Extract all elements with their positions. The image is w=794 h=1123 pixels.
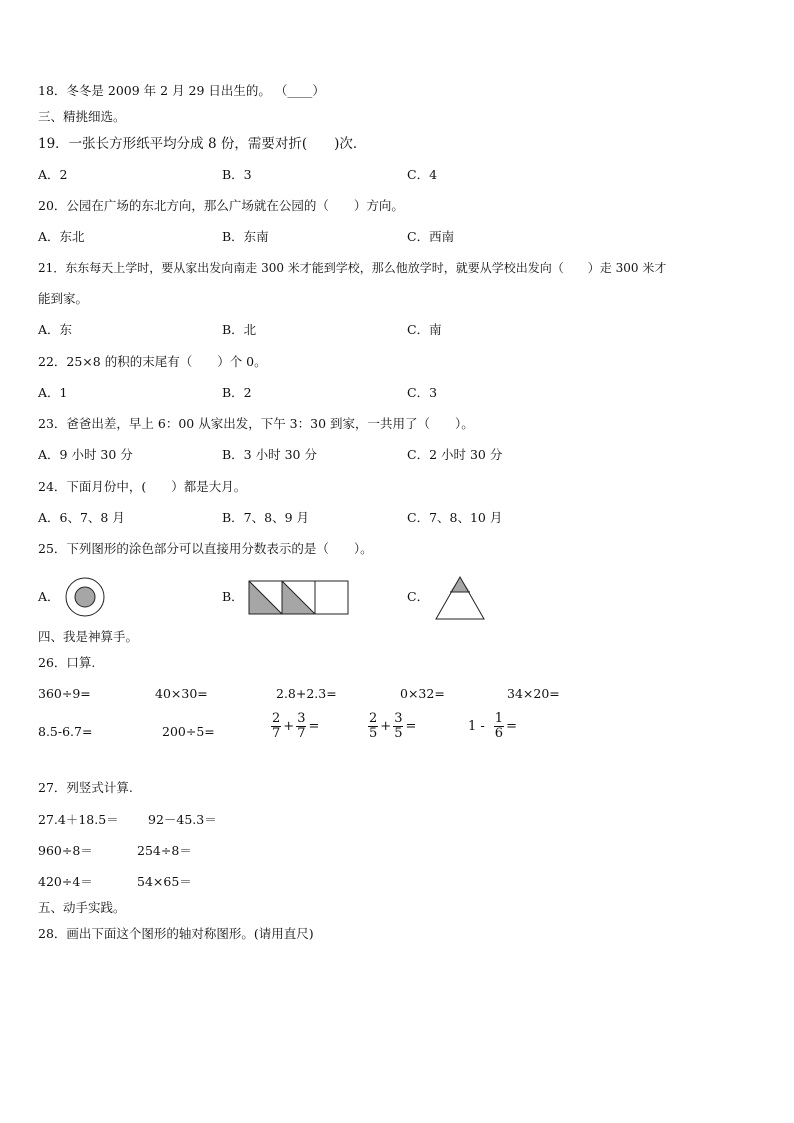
question-25-stem: 25．下列图形的涂色部分可以直接用分数表示的是（ ）。 [38,541,373,556]
q25-option-c: C． [407,589,430,604]
oral-calc-item: 2.8+2.3= [276,686,337,701]
fraction-expression-1: 2 7 + $\frac{3}{7}$ = [272,711,320,741]
section-heading-4: 四、我是神算手。 [38,629,139,644]
vertical-calc-item: 54×65＝ [137,874,192,889]
q23-option-c: C．2 小时 30 分 [407,447,503,462]
question-21-stem-line1: 21．东东每天上学时，要从家出发向南走 300 米才能到学校，那么他放学时，就要从学校出发向（ ）走 300 米才 [38,261,667,275]
question-22-stem: 22．25×8 的积的末尾有（ ）个 0。 [38,354,267,369]
q25-option-b: B． [222,589,244,604]
shaded-triangle-figure-icon [434,575,486,621]
question-23-stem: 23．爸爸出差，早上 6：00 从家出发，下午 3：30 到家，一共用了（ ）。 [38,416,474,431]
q19-option-c: C．4 [407,167,438,182]
vertical-calc-item: 960÷8＝ [38,843,93,858]
fraction-expression-2: 2 5 + $\frac{3}{5}$ = [369,711,417,741]
q19-option-b: B．3 [222,167,252,182]
q20-option-c: C．西南 [407,229,455,244]
q21-option-c: C．南 [407,322,442,337]
oral-calc-item: 360÷9= [38,686,91,701]
question-21-stem-line2: 能到家。 [38,291,89,306]
question-27-title: 27．列竖式计算. [38,780,133,795]
q22-option-c: C．3 [407,385,438,400]
fraction-expression-3: 1 - $\frac{1}{6}$ = [468,711,517,741]
q19-option-a: A．2 [38,167,68,182]
oral-calc-item: 8.5-6.7= [38,724,93,739]
oral-calc-item: 40×30= [155,686,208,701]
q20-option-b: B．东南 [222,229,269,244]
q21-option-a: A．东 [38,322,73,337]
q24-option-a: A．6、7、8 月 [38,510,125,525]
q24-option-c: C．7、8、10 月 [407,510,503,525]
oral-calc-item: 34×20= [507,686,560,701]
vertical-calc-item: 27.4＋18.5＝ [38,812,119,827]
question-19-stem: 19．一张长方形纸平均分成 8 份，需要对折( )次． [38,136,367,152]
vertical-calc-item: 254÷8＝ [137,843,192,858]
question-20-stem: 20．公园在广场的东北方向，那么广场就在公园的（ ）方向。 [38,198,404,213]
question-18: 18．冬冬是 2009 年 2 月 29 日出生的。 （____） [38,83,325,98]
question-28: 28．画出下面这个图形的轴对称图形。(请用直尺) [38,926,314,941]
q23-option-b: B．3 小时 30 分 [222,447,317,462]
vertical-calc-item: 92－45.3＝ [148,812,217,827]
section-heading-5: 五、动手实践。 [38,900,126,915]
shaded-squares-figure-icon [248,580,352,616]
question-24-stem: 24．下面月份中，( ）都是大月。 [38,479,247,494]
q20-option-a: A．东北 [38,229,85,244]
q21-option-b: B．北 [222,322,257,337]
q22-option-a: A．1 [38,385,68,400]
ring-figure-icon [64,577,106,617]
oral-calc-item: 0×32= [400,686,445,701]
q24-option-b: B．7、8、9 月 [222,510,310,525]
vertical-calc-item: 420÷4＝ [38,874,93,889]
question-26-title: 26．口算. [38,655,96,670]
q25-option-a: A． [38,589,60,604]
section-heading-3: 三、精挑细选。 [38,109,126,124]
q23-option-a: A．9 小时 30 分 [38,447,133,462]
oral-calc-item: 200÷5= [162,724,215,739]
q22-option-b: B．2 [222,385,252,400]
